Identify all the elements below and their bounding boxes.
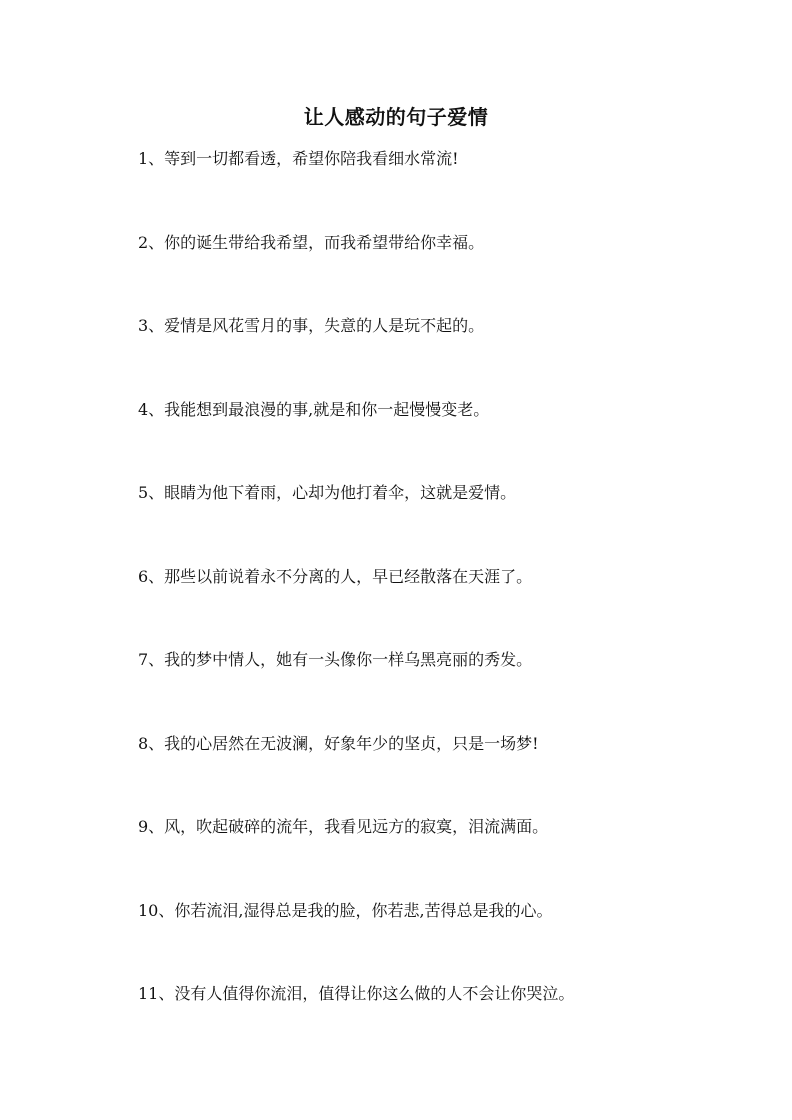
document-title: 让人感动的句子爱情 [303,105,489,129]
sentence-item-4: 4、我能想到最浪漫的事,就是和你一起慢慢变老。 [138,399,490,419]
sentence-item-11: 11、没有人值得你流泪，值得让你这么做的人不会让你哭泣。 [138,984,575,1003]
sentence-item-10: 10、你若流泪,湿得总是我的脸，你若悲,苦得总是我的心。 [138,900,553,920]
sentence-item-6: 6、那些以前说着永不分离的人，早已经散落在天涯了。 [138,566,533,586]
sentence-item-8: 8、我的心居然在无波澜，好象年少的坚贞，只是一场梦! [138,733,539,753]
sentence-item-2: 2、你的诞生带给我希望，而我希望带给你幸福。 [138,232,485,252]
sentence-item-9: 9、风，吹起破碎的流年，我看见远方的寂寞，泪流满面。 [138,817,549,836]
sentence-item-7: 7、我的梦中情人，她有一头像你一样乌黑亮丽的秀发。 [138,650,533,669]
sentence-item-5: 5、眼睛为他下着雨，心却为他打着伞，这就是爱情。 [138,483,517,502]
sentence-item-3: 3、爱情是风花雪月的事，失意的人是玩不起的。 [138,316,485,335]
sentence-item-1: 1、等到一切都看透，希望你陪我看细水常流! [138,149,459,168]
sentence-list [138,147,574,1066]
